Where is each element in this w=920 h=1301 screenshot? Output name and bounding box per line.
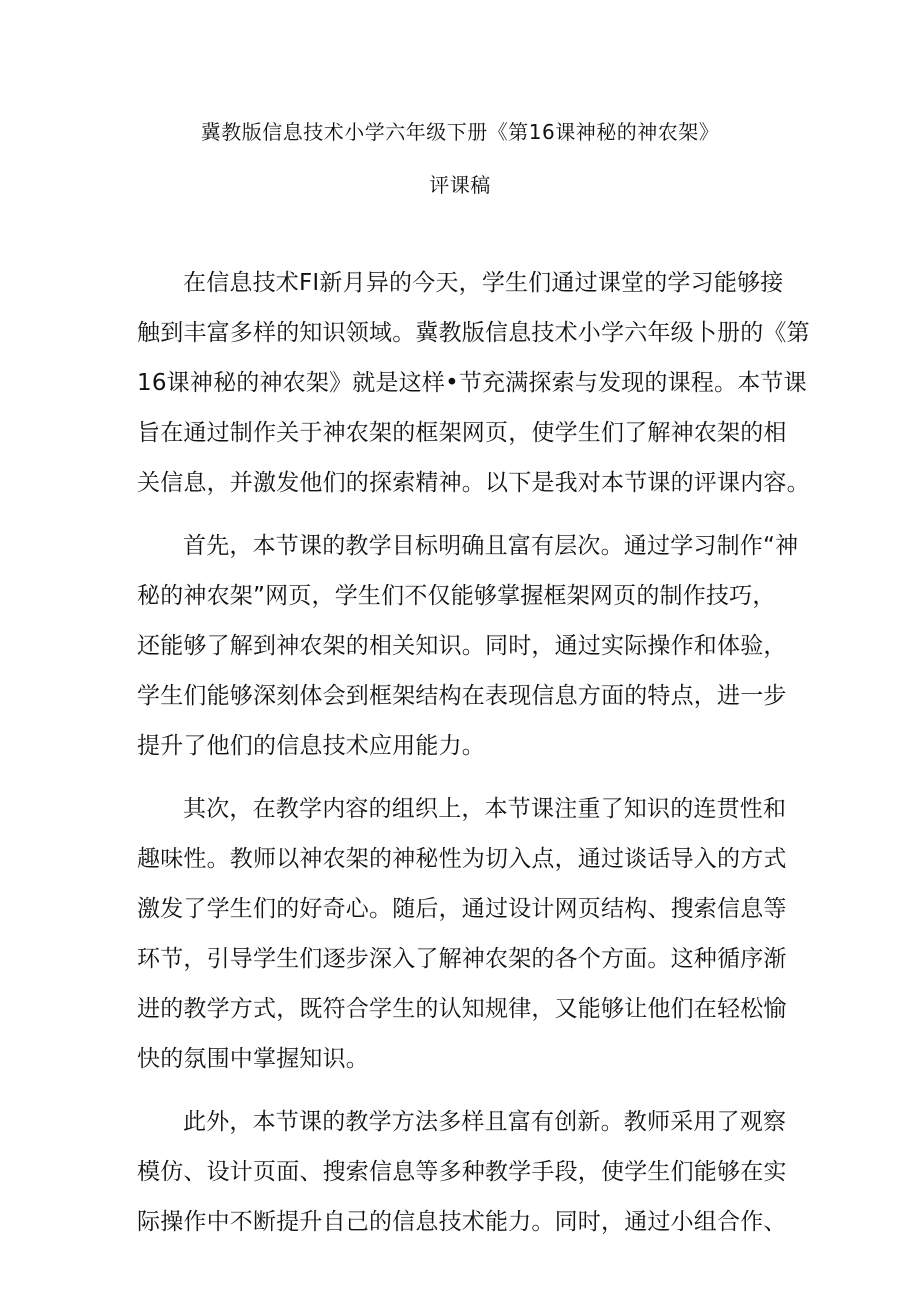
paragraph-line: 环节，引导学生们逐步深入了解神农架的各个方面。这种循序渐 <box>137 946 787 972</box>
paragraph <box>137 258 810 508</box>
paragraph-line: 趣味性。教师以神农架的神秘性为切入点，通过谈话导入的方式 <box>137 846 787 872</box>
paragraph-line: 提升了他们的信息技术应用能力。 <box>137 733 485 759</box>
paragraph-line: 秘的神农架”网页，学生们不仅能够掌握框架网页的制作技巧， <box>137 583 776 609</box>
paragraph-line: 此外，本节课的教学方法多样且富有创新。教师采用了观察 <box>183 1109 787 1135</box>
paragraph-line: 进的教学方式，既符合学生的认知规律，又能够让他们在轻松愉 <box>137 996 787 1022</box>
document-subtitle: 评课稿 <box>429 173 491 197</box>
paragraph-line: 16课神秘的神农架》就是这样•节充满探索与发现的课程。本节课 <box>137 370 807 396</box>
paragraph <box>137 1097 797 1247</box>
paragraph-line: 模仿、设计页面、搜索信息等多种教学手段，使学生们能够在实 <box>137 1159 787 1185</box>
paragraph-line: 首先，本节课的教学目标明确且富有层次。通过学习制作“神 <box>183 533 799 559</box>
paragraph-line: 在信息技术FI新月异的今天，学生们通过课堂的学习能够接 <box>183 270 784 296</box>
paragraph-line: 旨在通过制作关于神农架的框架网页，使学生们了解神农架的相 <box>137 420 787 446</box>
paragraph-line: 际操作中不断提升自己的信息技术能力。同时，通过小组合作、 <box>137 1209 787 1235</box>
paragraph-line: 触到丰富多样的知识领域。冀教版信息技术小学六年级卜册的《第 <box>137 320 810 346</box>
document-title: 冀教版信息技术小学六年级下册《第16课神秘的神农架》 <box>200 120 720 144</box>
document-body <box>137 258 810 1247</box>
paragraph-line: 其次，在教学内容的组织上，本节课注重了知识的连贯性和 <box>183 796 787 822</box>
paragraph-line: 激发了学生们的好奇心。随后，通过设计网页结构、搜索信息等 <box>137 896 787 922</box>
paragraph <box>137 521 797 771</box>
paragraph <box>137 784 797 1084</box>
paragraph-line: 还能够了解到神农架的相关知识。同时，通过实际操作和体验， <box>137 633 787 659</box>
paragraph-line: 关信息，并激发他们的探索精神。以下是我对本节课的评课内容。 <box>137 470 810 496</box>
paragraph-line: 学生们能够深刻体会到框架结构在表现信息方面的特点，进一步 <box>137 683 787 709</box>
paragraph-line: 快的氛围中掌握知识。 <box>137 1046 369 1072</box>
